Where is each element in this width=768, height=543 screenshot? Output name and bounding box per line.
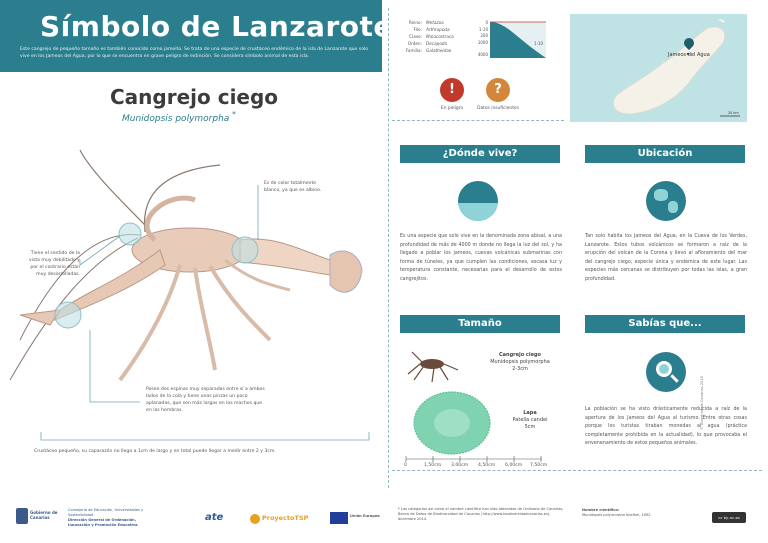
footer-note: * Las categorías así como el nombre científico han sido obtenidas de Ordinario de Canarias, Banco de Datos de Biodiversidad de Canarias (http://www.biodiversidadcanarias.es), diciembre 2014.: [398, 507, 564, 521]
proyecto-logo-icon: [250, 514, 260, 524]
vertical-divider: [388, 8, 389, 488]
depth-tick: 1-10: [478, 27, 488, 32]
asterisk: *: [232, 110, 236, 119]
limpet-size-label: Lapa Patella candei 5cm: [512, 410, 548, 430]
axis-tick: 0: [404, 463, 407, 468]
size-note: Crustáceo pequeño, su caparazón no llega a 1cm de largo y en total puede llegar a medir entre 2 y 3cm.: [34, 449, 276, 454]
depth-tick: 1000: [477, 40, 488, 45]
eye-highlight: [119, 223, 141, 245]
taxonomy-row: Clase: Malacostraca: [409, 34, 454, 39]
taxonomy-row: Reino: Metazoa: [408, 20, 444, 25]
limpet-icon: [412, 390, 492, 456]
taxonomy-table: [396, 20, 476, 55]
gobierno-logo-text: Gobierno de Canarias: [30, 510, 58, 520]
scientific-name-text: Munidopsis polymorpha: [122, 114, 230, 124]
depth-marker: 1-10: [534, 41, 544, 46]
globe-icon: [646, 181, 686, 221]
status-label: En peligro: [440, 106, 464, 111]
section-location-title: Ubicación: [585, 145, 745, 163]
intro-text: Este cangrejo de pequeño tamaño es también conocido como jameito. Se trata de una especie de crustáceo endémico de la isla de Lanzarote que solo vive en los Jameos del Agua, por lo que se encuentra en grave peligro de extinción. Se considera símbolo animal de esta isla.: [20, 47, 369, 59]
taxonomy-row: Filo: Arthropoda: [413, 27, 450, 32]
eu-flag-icon: [330, 512, 348, 524]
axis-tick: 1,50cm: [424, 463, 442, 468]
horizontal-divider: [392, 120, 564, 121]
bottom-divider: [392, 470, 762, 471]
body-highlight: [232, 237, 258, 263]
claw-highlight: [55, 302, 81, 328]
axis-tick: 7,50cm: [530, 463, 548, 468]
eu-label: Unión Europea: [350, 514, 380, 518]
question-icon: ?: [486, 78, 510, 102]
size-scale-axis: [404, 456, 544, 462]
callout-color: Es de color totalmente blanco, ya que es albino.: [264, 181, 322, 193]
callout-legs: Posee dos espinas muy separadas entre sí a ambos lados de la cola y tiene unas pinzas un poco aplanadas, que son más largas en los machos que en las hembras.: [146, 387, 265, 413]
lanzarote-map: [570, 14, 747, 122]
proyecto-logo: ProyectoTSP: [262, 514, 309, 522]
taxonomy-row: Orden: Decapoda: [407, 41, 448, 46]
sea-icon: [458, 181, 498, 221]
magnifier-icon: [646, 352, 686, 392]
map-scale: 20 km: [728, 111, 739, 115]
axis-tick: 6,00cm: [505, 463, 523, 468]
page-title: Símbolo de Lanzarote: [40, 10, 393, 43]
crab-small-icon: [404, 348, 460, 384]
depth-tick: 0: [485, 20, 488, 25]
scientific-credit: Nombre científico: Munidopsis polymorpha Koelbel, 1892: [582, 508, 651, 517]
depth-tick: 4000: [477, 52, 488, 57]
crab-size-label: Cangrejo ciego Munidopsis polymorpha 2-3cm: [490, 352, 550, 372]
consejeria-text: Consejería de Educación, Universidades y Sostenibilidad Dirección General de Ordenación, Innovación y Promoción Educativa: [68, 508, 144, 527]
section-location-text: Tan solo habita los Jameos del Agua, en la Cueva de los Verdes, Lanzarote. Estos tubos volcánicos se formaron a raíz de la erupción del volcán de la Corona y llevó al afloramiento del mar del cangrejo ciego, especie única y endémica de este lugar. Las especies más cercanas se distribuyen por todas las islas, a gran profundidad.: [585, 234, 747, 282]
ate-logo: ate: [205, 512, 224, 523]
warning-icon: !: [440, 78, 464, 102]
axis-tick: 4,50cm: [478, 463, 496, 468]
species-common-name: Cangrejo ciego: [110, 85, 279, 109]
map-label: Jameos del Agua: [668, 52, 710, 58]
section-where-text: Es una especie que solo vive en la denominada zona abisal, a una profundidad de más de 4000 m donde no llega la luz del sol, y ha llegado a poblar los jameos, cuevas volcánicas submarinas con forma de túneles, ya que cumplen las condiciones, escasa luz y temperatura constante, necesarias para el desarrollo de estos cangrejitos.: [400, 234, 562, 282]
taxonomy-row: Familia: Galatheidae: [405, 48, 452, 53]
section-size-title: Tamaño: [400, 315, 560, 333]
gobierno-shield-icon: [16, 508, 28, 524]
callout-sense: Tiene el sentido de la vista muy debilitado y por el contrario están muy desarrolladas.: [28, 251, 80, 277]
map-panel: [570, 14, 747, 122]
section-where-title: ¿Dónde vive?: [400, 145, 560, 163]
depth-chart: [476, 18, 556, 60]
depth-tick: 200: [480, 33, 488, 38]
section-facts-title: Sabías que...: [585, 315, 745, 333]
size-bracket: [40, 432, 370, 442]
vertical-credit: © Gobierno de Canarias 2015: [700, 376, 704, 430]
axis-tick: 3,00cm: [451, 463, 469, 468]
status-label: Datos insuficientes: [477, 106, 519, 111]
species-scientific-name: [122, 110, 236, 124]
section-facts-text: La población se ha visto drásticamente reducida a raíz de la apertura de los Jameos del Agua al turismo. Entre otras cosas porque los turistas tiraban monedas al agua (práctica completamente prohibida en la actualidad), lo que provocaba el envenenamiento de estos pequeños animales.: [585, 407, 747, 447]
cc-license-badge[interactable]: cc by-nc-sa: [712, 512, 746, 523]
